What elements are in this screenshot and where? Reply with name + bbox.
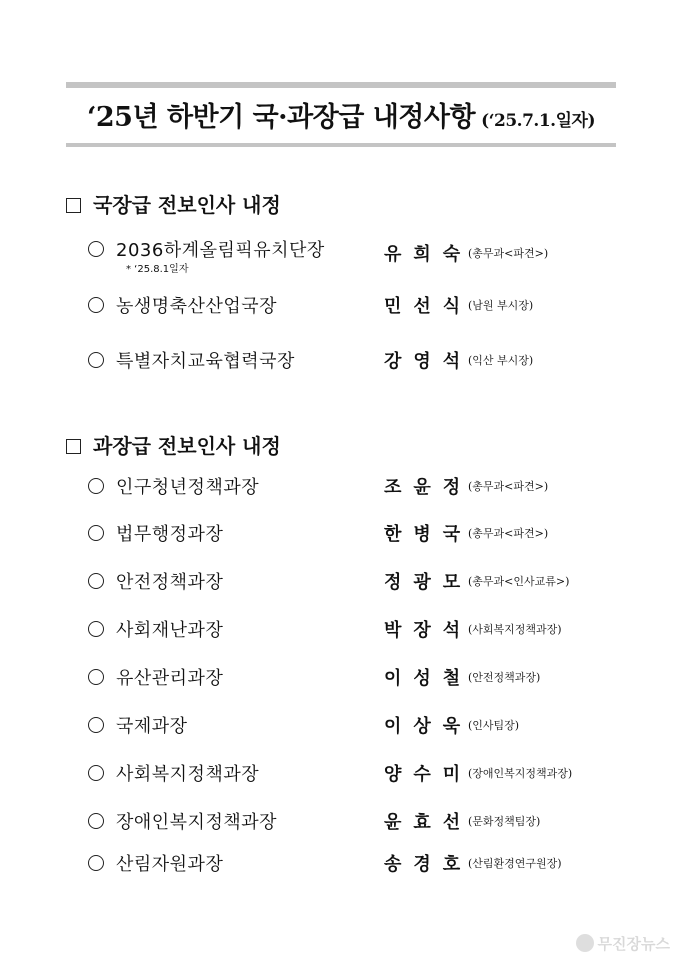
person-name: 박장석 (384, 620, 473, 641)
department-label: 특별자치교육협력국장 (116, 351, 295, 372)
list-item (88, 664, 628, 694)
previous-post: (총무과<파견>) (468, 480, 549, 493)
person-name: 유희숙 (384, 244, 473, 265)
department-label: 법무행정과장 (116, 524, 224, 545)
circle-bullet-icon (88, 352, 104, 368)
circle-bullet-icon (88, 573, 104, 589)
circle-bullet-icon (88, 855, 104, 871)
department-label: 사회재난과장 (116, 620, 224, 641)
circle-bullet-icon (88, 621, 104, 637)
list-item (88, 850, 628, 880)
person-name: 송경호 (384, 854, 473, 875)
department-label: 2036하계올림픽유치단장 (116, 240, 325, 261)
person-name: 강영석 (384, 351, 473, 372)
previous-post: (문화정책팀장) (468, 815, 541, 828)
previous-post: (익산 부시장) (468, 354, 534, 367)
previous-post: (총무과<파견>) (468, 247, 549, 260)
list-item (88, 760, 628, 790)
department-label: 유산관리과장 (116, 668, 224, 689)
department-label: 국제과장 (116, 716, 188, 737)
list-item (88, 236, 628, 275)
section-heading-director: 국장급 전보인사 내정 (66, 189, 281, 218)
person-name: 조윤정 (384, 477, 473, 498)
circle-bullet-icon (88, 717, 104, 733)
list-item (88, 347, 628, 377)
person-name: 윤효선 (384, 812, 473, 833)
department-label: 사회복지정책과장 (116, 764, 260, 785)
previous-post: (총무과<파견>) (468, 527, 549, 540)
department-label: 장애인복지정책과장 (116, 812, 277, 833)
person-name: 양수미 (384, 764, 473, 785)
person-name: 이상욱 (384, 716, 473, 737)
watermark-logo-icon (576, 934, 594, 952)
circle-bullet-icon (88, 765, 104, 781)
department-label: 농생명축산산업국장 (116, 296, 277, 317)
checkbox-square-icon (66, 439, 81, 454)
circle-bullet-icon (88, 478, 104, 494)
effective-date-note: * ‘25.8.1일자 (126, 264, 189, 275)
previous-post: (안전정책과장) (468, 671, 541, 684)
department-label: 안전정책과장 (116, 572, 224, 593)
department-label: 산림자원과장 (116, 854, 224, 875)
checkbox-square-icon (66, 198, 81, 213)
list-item (88, 568, 628, 598)
title-top-rule (66, 82, 616, 88)
circle-bullet-icon (88, 241, 104, 257)
list-item (88, 520, 628, 550)
previous-post: (총무과<인사교류>) (468, 575, 570, 588)
person-name: 정광모 (384, 572, 473, 593)
list-item (88, 712, 628, 742)
previous-post: (장애인복지정책과장) (468, 767, 573, 780)
list-item (88, 616, 628, 646)
previous-post: (인사팀장) (468, 719, 520, 732)
document-title (66, 95, 616, 134)
person-name: 민선식 (384, 296, 473, 317)
section-heading-division: 과장급 전보인사 내정 (66, 430, 281, 459)
title-date: (‘25.7.1.일자) (481, 111, 595, 131)
circle-bullet-icon (88, 525, 104, 541)
previous-post: (사회복지정책과장) (468, 623, 562, 636)
circle-bullet-icon (88, 813, 104, 829)
person-name: 한병국 (384, 524, 473, 545)
circle-bullet-icon (88, 669, 104, 685)
circle-bullet-icon (88, 297, 104, 313)
person-name: 이성철 (384, 668, 473, 689)
watermark: 무진장뉴스 (576, 933, 670, 954)
previous-post: (산림환경연구원장) (468, 857, 562, 870)
list-item (88, 292, 628, 322)
department-label: 인구청년정책과장 (116, 477, 260, 498)
previous-post: (남원 부시장) (468, 299, 534, 312)
list-item (88, 808, 628, 838)
title-main: ‘25년 하반기 국·과장급 내정사항 (87, 102, 476, 133)
list-item (88, 473, 628, 503)
title-bottom-rule (66, 143, 616, 147)
